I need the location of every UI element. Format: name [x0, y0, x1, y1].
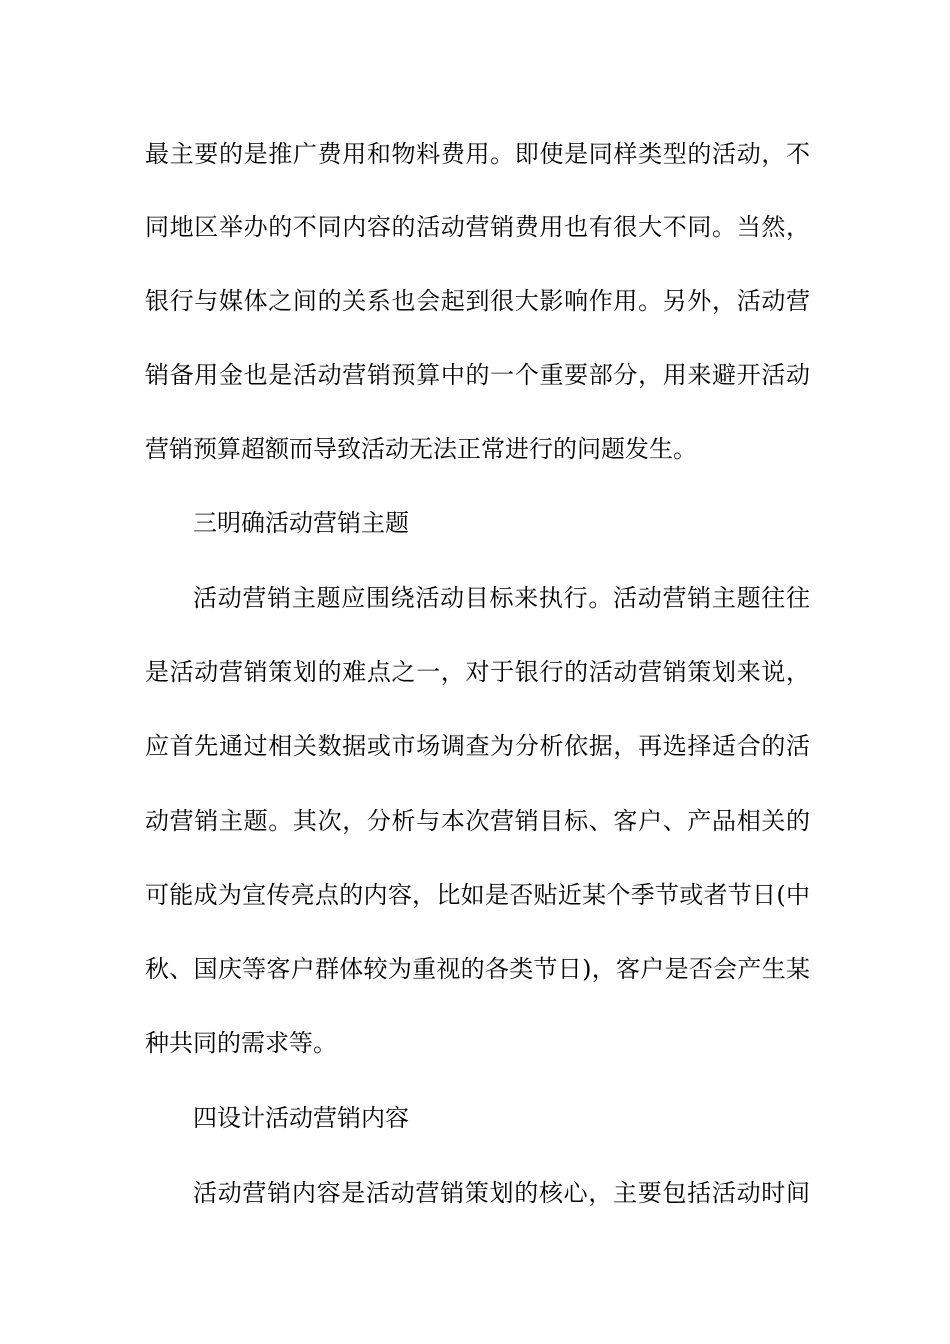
section-heading: 三明确活动营销主题	[193, 509, 409, 537]
paragraph-line: 最主要的是推广费用和物料费用。即使是同样类型的活动，不	[145, 140, 810, 168]
paragraph-line: 动营销主题。其次，分析与本次营销目标、客户、产品相关的	[145, 807, 810, 835]
paragraph-line: 秋、国庆等客户群体较为重视的各类节日)，客户是否会产生某	[145, 955, 810, 983]
paragraph-line: 销备用金也是活动营销预算中的一个重要部分，用来避开活动	[145, 361, 810, 389]
paragraph-line: 活动营销内容是活动营销策划的核心，主要包括活动时间	[193, 1179, 810, 1207]
paragraph-line: 活动营销主题应围绕活动目标来执行。活动营销主题往往	[193, 584, 810, 612]
section-heading: 四设计活动营销内容	[193, 1104, 409, 1132]
paragraph-line: 营销预算超额而导致活动无法正常进行的问题发生。	[145, 435, 697, 463]
paragraph-line: 应首先通过相关数据或市场调查为分析依据，再选择适合的活	[145, 732, 810, 760]
paragraph-line: 可能成为宣传亮点的内容，比如是否贴近某个季节或者节日(中	[145, 881, 810, 909]
paragraph-line: 种共同的需求等。	[145, 1029, 337, 1057]
paragraph-line: 银行与媒体之间的关系也会起到很大影响作用。另外，活动营	[145, 287, 810, 315]
paragraph-line: 同地区举办的不同内容的活动营销费用也有很大不同。当然，	[145, 213, 810, 241]
paragraph-line: 是活动营销策划的难点之一，对于银行的活动营销策划来说，	[145, 658, 810, 686]
